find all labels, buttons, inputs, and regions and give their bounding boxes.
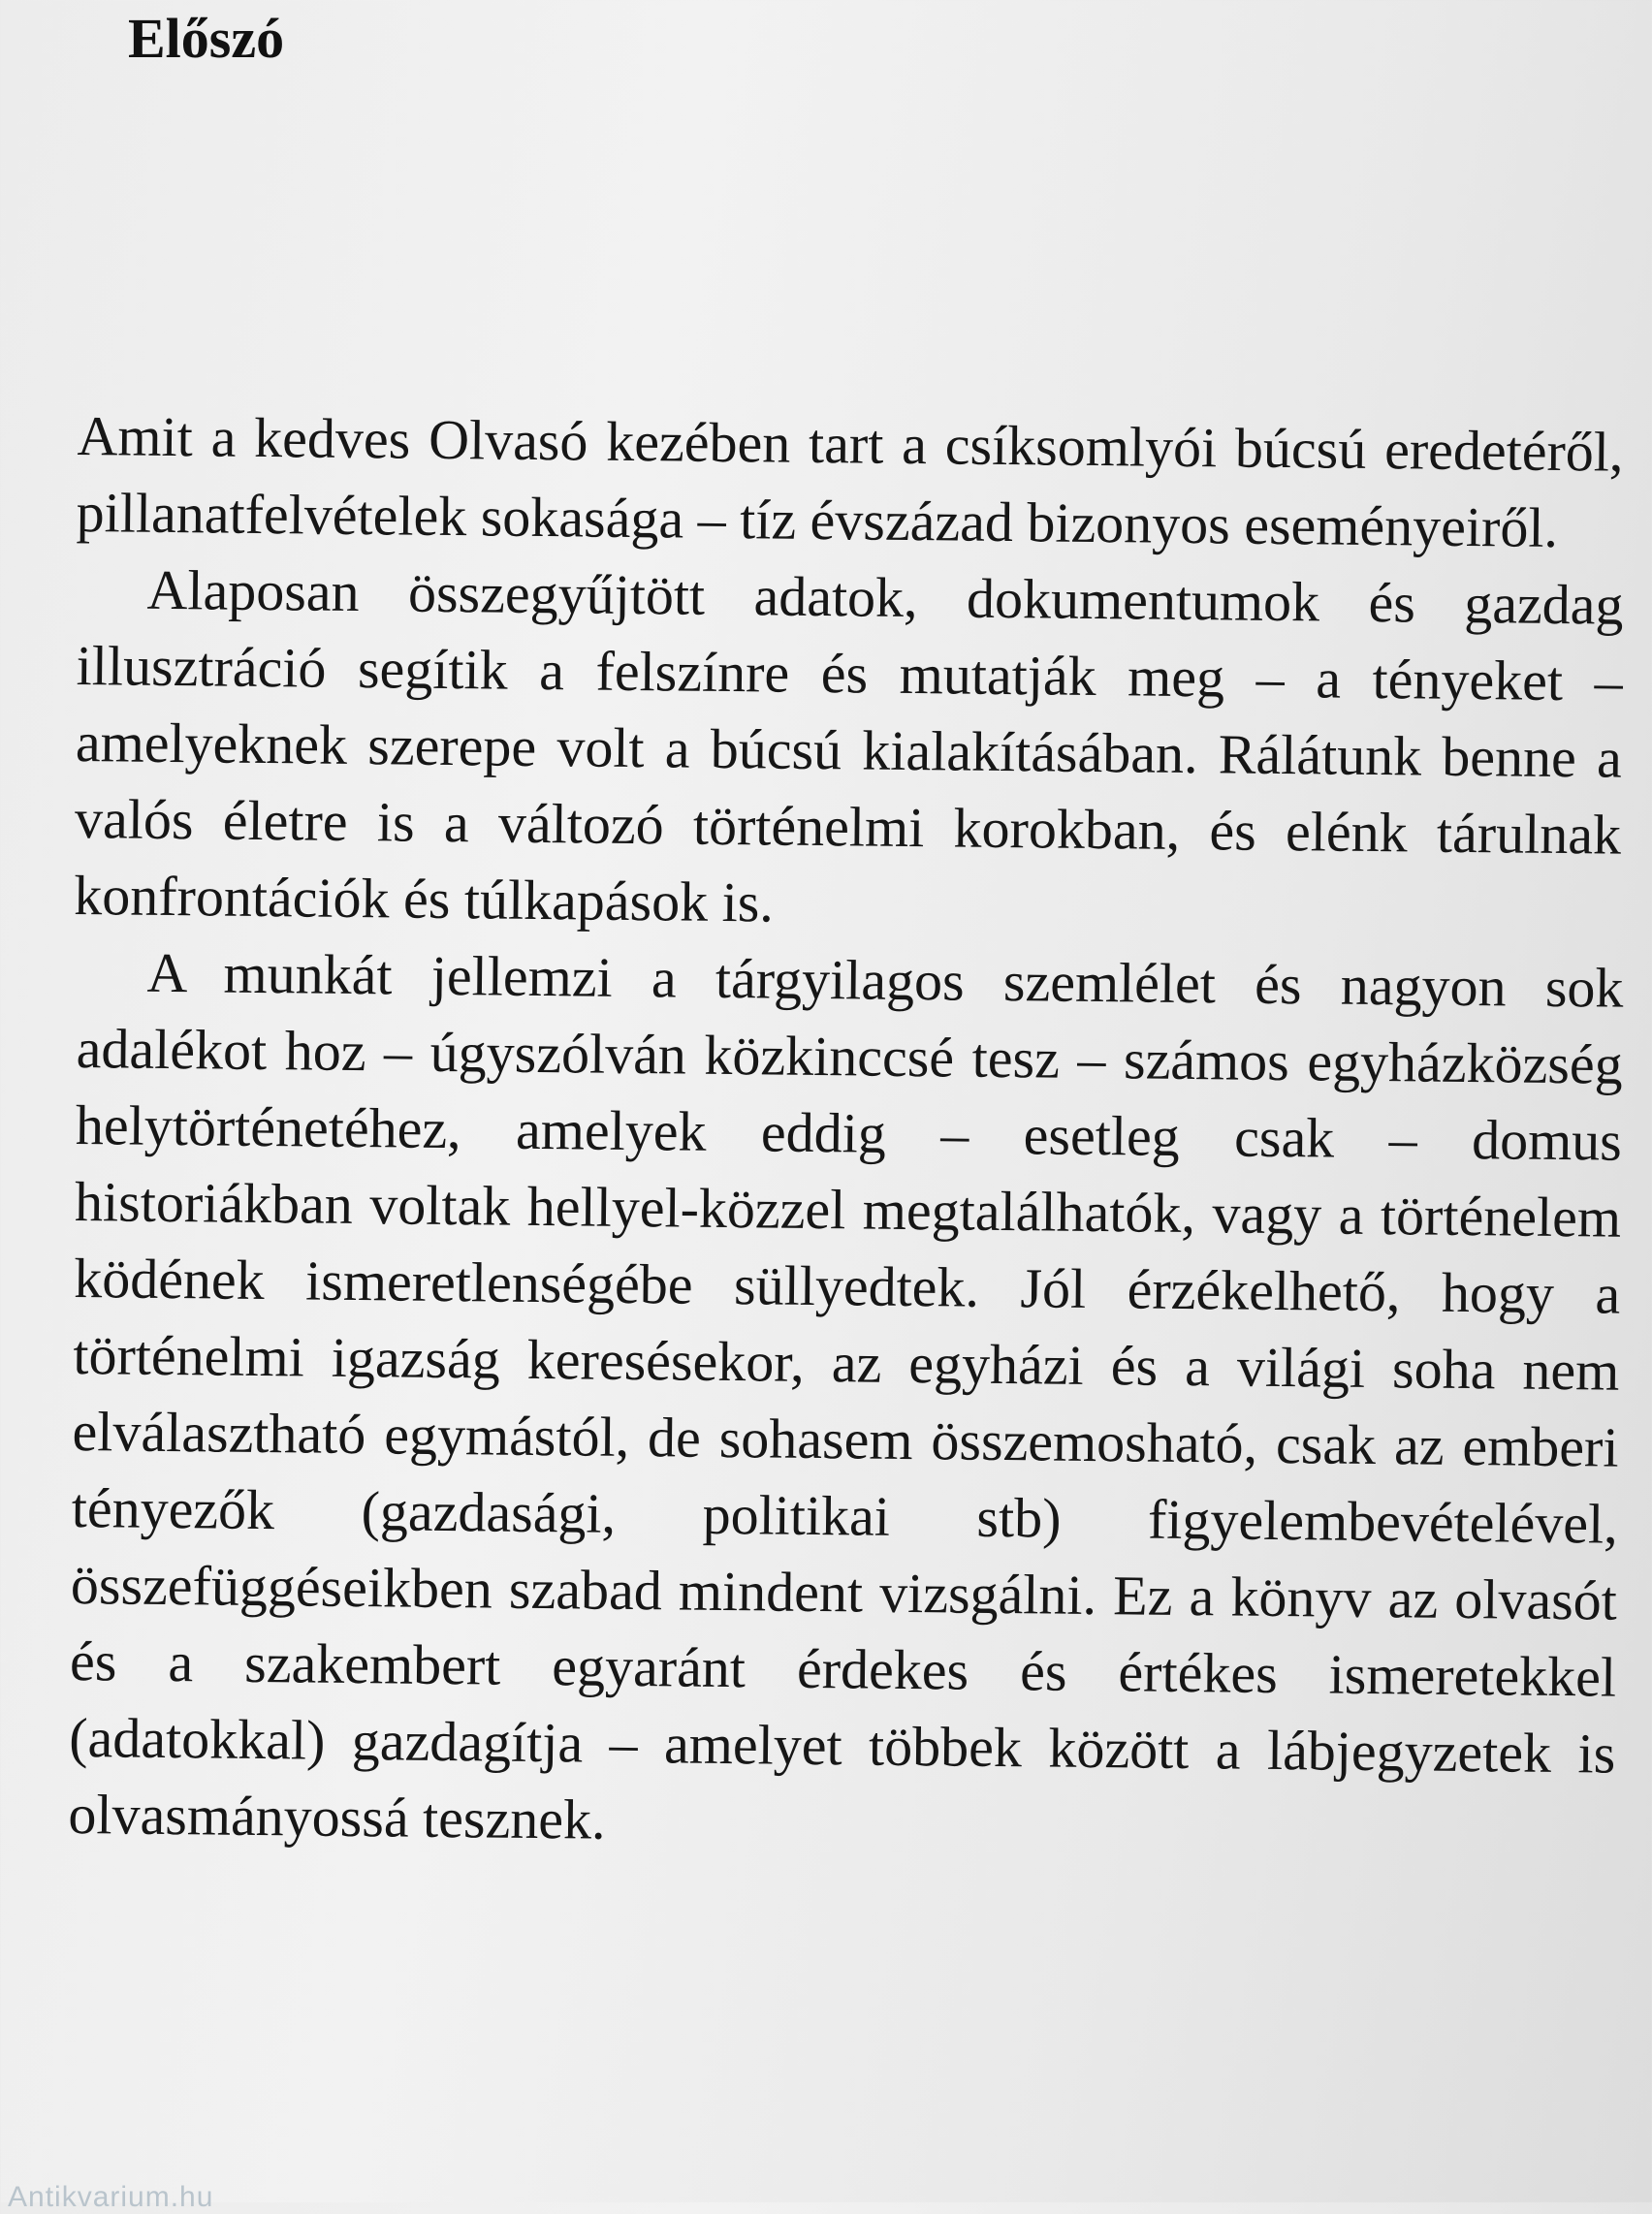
preface-body	[68, 397, 1624, 1852]
watermark: Antikvarium.hu	[8, 2181, 214, 2213]
paragraph-3: A munkát jellemzi a tárgyilagos szemlélet és nagyon sok adalékot hoz – úgyszólván közkinccsé tesz – számos egyházközség helytörténetéhez, amelyek eddig – esetleg csak – domus historiákban voltak hellyel-közzel megtalálhatók, vagy a történelem ködének ismeretlenségébe süllyedtek. Jól érzékelhető, hogy a történelmi igazság keresésekor, az egyházi és a világi soha nem elválasztható egymástól, de sohasem összemosható, csak az emberi tényezők (gazdasági, politikai stb) figyelembevételével, összefüggéseikben szabad mindent vizsgálni. Ez a könyv az olvasót és a szakembert egyaránt érdekes és értékes ismeretekkel (adatokkal) gazdagítja – amelyet többek között a lábjegyzetek is olvasmányossá tesznek.	[68, 940, 1624, 1851]
page-title: Előszó	[128, 7, 285, 70]
paragraph-1: Amit a kedves Olvasó kezében tart a csíksomlyói búcsú eredetéről, pillanatfelvételek sokasága – tíz évszázad bizonyos eseményeiről.	[76, 403, 1624, 559]
paragraph-2: Alaposan összegyűjtött adatok, dokumentumok és gazdag illusztráció segítik a felszínre és mutatják meg – a tényeket – amelyeknek szerepe volt a búcsú kialakításában. Rálátunk benne a valós életre is a változó történelmi korokban, és elénk tárulnak konfrontációk és túlkapások is.	[73, 557, 1624, 934]
